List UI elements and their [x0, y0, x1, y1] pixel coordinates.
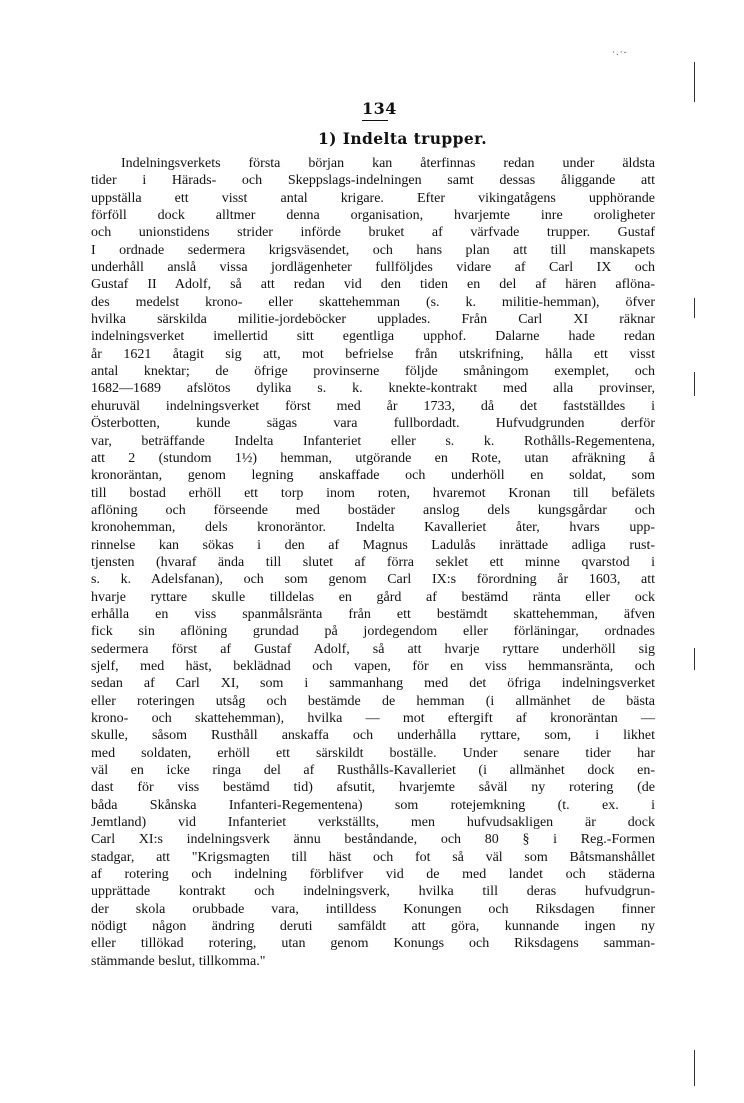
- margin-edge-mark: [694, 372, 695, 396]
- text-line: och unionstidens strider införde bruket af värfvade trupper. Gustaf: [91, 225, 655, 241]
- text-line: till bostad erhöll ett torp inom roten, hvaremot Kronan till befälets: [91, 485, 655, 501]
- text-line: indelningsverket imellertid sitt egentliga upphof. Dalarne hade redan: [91, 329, 655, 345]
- text-line: stämmande beslut, tillkomma.": [91, 953, 266, 969]
- text-line: 1682—1689 afslötos dylika s. k. knekte-kontrakt med alla provinser,: [91, 381, 655, 397]
- text-line: underhåll anslå vissa jordlägenheter fullföljdes vidare af Carl IX och: [91, 260, 655, 276]
- text-line: dast för viss bestämd tid) afsutit, hvarjemte såväl ny rotering (de: [91, 780, 655, 796]
- text-line: s. k. Adelsfanan), och som genom Carl IX:s förordning år 1603, att: [91, 572, 655, 588]
- text-line: I ordnade sedermera krigsväsendet, och hans plan att till manskapets: [91, 242, 655, 258]
- text-line: år 1621 åtagit sig att, mot befrielse från utskrifning, hålla ett visst: [91, 346, 655, 362]
- text-line: stadgar, att "Krigsmagten till häst och fot så väl som Båtsmanshållet: [91, 849, 655, 865]
- text-line: fick sin aflöning grundad på jordegendom eller förläningar, ordnades: [91, 624, 655, 640]
- page-number: 134: [362, 99, 397, 118]
- text-line: tjensten (hvaraf ända till slutet af förra seklet ett minne qvarstod i: [91, 554, 655, 570]
- text-line: att 2 (stundom 1½) hemman, utgörande en Rote, utan afräkning å: [91, 450, 655, 466]
- margin-edge-mark: [694, 298, 695, 318]
- text-line: aflöning och förseende med bostäder anslog dels kungsgårdar och: [91, 502, 655, 518]
- text-line: hvilka särskilda militie-jordeböcker upplades. Från Carl XI räknar: [91, 312, 655, 328]
- text-line: rinnelse kan sökas i den af Magnus Ladulås inrättade adliga rust-: [91, 537, 655, 553]
- text-line: hvarje ryttare skulle tilldelas en gård af bestämd ränta eller ock: [91, 589, 655, 605]
- text-line: sedermera först af Gustaf Adolf, så att hvarje ryttare underhöll sig: [91, 641, 655, 657]
- text-line: sjelf, med häst, beklädnad och vapen, för en viss hemmansränta, och: [91, 658, 655, 674]
- text-line: krono- och skattehemman), hvilka — mot eftergift af kronoräntan —: [91, 711, 655, 726]
- text-line: Österbotten, kunde sägas vara fullbordadt. Hufvudgrunden derför: [91, 416, 655, 432]
- page-number-underline: [362, 120, 388, 121]
- text-line: Jemtland) vid Infanteriet verkställts, men hufvudsakligen är dock: [91, 815, 655, 831]
- text-line: var, beträffande Indelta Infanteriet eller s. k. Rothålls-Regementena,: [91, 433, 655, 449]
- margin-edge-mark: [694, 648, 695, 670]
- text-line: tider i Härads- och Skeppslags-indelningen samt dessas åliggande att: [91, 173, 655, 189]
- text-line: erhålla en viss spanmålsränta från ett bestämdt skattehemman, äfven: [91, 606, 655, 622]
- text-line: upprättade kontrakt och indelningsverk, hvilka till deras hufvudgrun-: [91, 884, 655, 900]
- margin-edge-mark: [694, 62, 695, 102]
- section-title: 1) Indelta trupper.: [318, 129, 488, 148]
- text-line: kronohemman, dels kronoräntor. Indelta Kavalleriet åter, hvars upp-: [91, 520, 655, 536]
- text-line: af rotering och indelning förblifver vid de med landet och städerna: [91, 867, 655, 883]
- text-line: skulle, såsom Rusthåll anskaffa och underhålla ryttare, som, i likhet: [91, 728, 655, 744]
- text-line: antal knektar; de öfrige provinserne följde småningom exemplet, och: [91, 364, 655, 380]
- text-line: Carl XI:s indelningsverk ännu beståndande, och 80 § i Reg.-Formen: [91, 832, 655, 848]
- text-line: uppställa ett visst antal krigare. Efter vikingatågens upphörande: [91, 190, 655, 206]
- text-line: ehuruväl indelningsverket först med år 1733, då det fastställdes i: [91, 398, 655, 414]
- text-line: eller tillökad rotering, utan genom Konungs och Riksdagens samman-: [91, 936, 655, 952]
- body-text: [91, 155, 655, 970]
- text-line: båda Skånska Infanteri-Regementena) som rotejemkning (t. ex. i: [91, 797, 655, 813]
- text-line: Indelningsverkets första början kan återfinnas redan under äldsta: [121, 156, 655, 171]
- text-line: der skola orubbade vara, intilldess Konungen och Riksdagen finner: [91, 901, 655, 917]
- text-line: eller roteringen utsåg och bestämde de hemman (i allmänhet de bästa: [91, 693, 655, 709]
- text-line: kronoräntan, genom legning anskaffade och underhöll en soldat, som: [91, 468, 655, 484]
- text-line: nödigt någon ändring deruti samfäldt att göra, kunnande ingen ny: [91, 919, 655, 935]
- margin-edge-mark: [694, 1050, 695, 1086]
- text-line: med soldaten, erhöll ett särskildt boställe. Under senare tider har: [91, 745, 655, 761]
- corner-marks: ·.·-: [612, 48, 628, 58]
- text-line: sedan af Carl XI, som i sammanhang med det öfriga indelningsverket: [91, 676, 655, 692]
- text-line: förföll dock alltmer denna organisation, hvarjemte inre oroligheter: [91, 208, 655, 224]
- text-line: Gustaf II Adolf, så att redan vid den tiden en del af hären aflöna-: [91, 277, 655, 293]
- text-line: des medelst krono- eller skattehemman (s. k. militie-hemman), öfver: [91, 294, 655, 310]
- text-line: väl en icke ringa del af Rusthålls-Kavalleriet (i allmänhet dock en-: [91, 763, 655, 779]
